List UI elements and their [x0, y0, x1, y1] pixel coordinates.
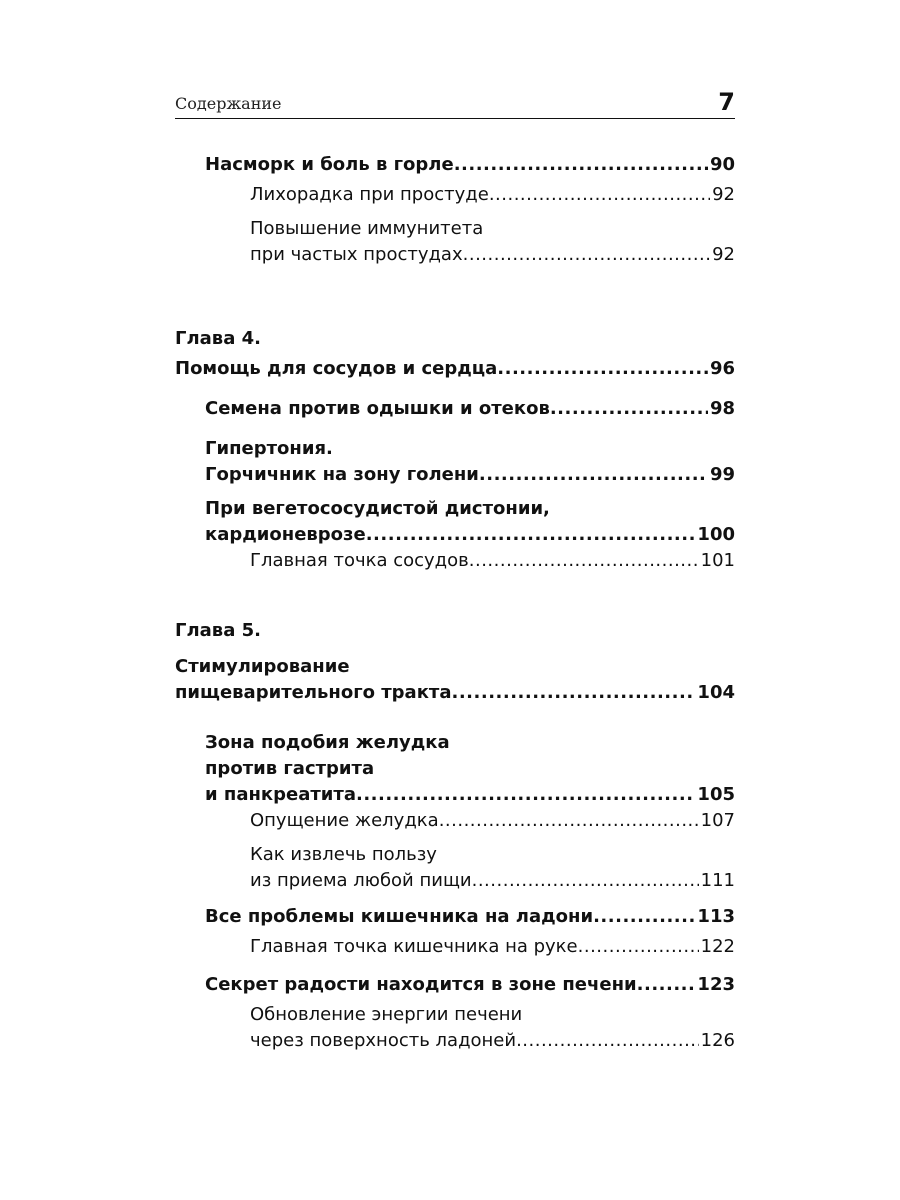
- toc-subentry[interactable]: [250, 808, 735, 834]
- toc-subentry[interactable]: [250, 216, 735, 268]
- toc-entry-title-line1: При вегетососудистой дистонии,: [205, 498, 550, 519]
- toc-entry-title-line1: Повышение иммунитета: [250, 218, 484, 239]
- chapter-heading: Глава 4.: [175, 328, 261, 349]
- toc-entry-page: 92: [712, 244, 735, 265]
- toc-entry-title: Секрет радости находится в зоне печени: [205, 974, 637, 995]
- toc-entry-title-line2: из приема любой пищи: [250, 870, 472, 891]
- toc-entry-title: Лихорадка при простуде: [250, 184, 489, 205]
- toc-entry-title-line2: против гастрита: [205, 758, 375, 779]
- toc-entry-title: Опущение желудка: [250, 810, 439, 831]
- leader-dots: [469, 548, 699, 574]
- toc-entry-title-line3: и панкреатита: [205, 784, 356, 805]
- toc-entry-page: 99: [709, 464, 735, 485]
- toc-subentry[interactable]: [250, 842, 735, 894]
- leader-dots: [479, 462, 708, 488]
- toc-entry[interactable]: [205, 730, 735, 808]
- toc-entry-page: 111: [700, 870, 735, 891]
- toc-chapter-entry[interactable]: [175, 654, 735, 706]
- toc-entry[interactable]: [205, 396, 735, 422]
- toc-entry-title-line2: через поверхность ладоней: [250, 1030, 517, 1051]
- toc-entry-title-line2: пищеварительного тракта: [175, 682, 452, 703]
- toc-subentry[interactable]: [250, 548, 735, 574]
- toc-subentry[interactable]: [250, 182, 735, 208]
- toc-entry-title: Насморк и боль в горле: [205, 154, 454, 175]
- toc-entry-title-line2: кардионеврозе: [205, 524, 366, 545]
- toc-entry-title-line1: Гипертония.: [205, 438, 333, 459]
- leader-dots: [489, 182, 710, 208]
- toc-entry-title-line1: Зона подобия желудка: [205, 732, 450, 753]
- leader-dots: [593, 904, 695, 930]
- toc-entry-page: 122: [700, 936, 735, 957]
- leader-dots: [637, 972, 696, 998]
- toc-subentry[interactable]: [250, 934, 735, 960]
- toc-entry-page: 126: [700, 1030, 735, 1051]
- leader-dots: [463, 242, 710, 268]
- toc-entry-title-line2: Горчичник на зону голени: [205, 464, 479, 485]
- toc-chapter-entry[interactable]: [175, 356, 735, 382]
- toc-entry[interactable]: [205, 152, 735, 178]
- toc-entry-page: 113: [697, 906, 735, 927]
- toc-entry-title-line2: при частых простудах: [250, 244, 463, 265]
- toc-entry-page: 123: [697, 974, 735, 995]
- leader-dots: [439, 808, 699, 834]
- toc-entry-title: Главная точка сосудов: [250, 550, 469, 571]
- toc-entry-title: Семена против одышки и отеков: [205, 398, 550, 419]
- leader-dots: [454, 152, 708, 178]
- toc-entry-page: 107: [700, 810, 735, 831]
- page-header: [175, 88, 735, 119]
- leader-dots: [497, 356, 708, 382]
- toc-entry[interactable]: [205, 904, 735, 930]
- toc-entry-title-line1: Как извлечь пользу: [250, 844, 437, 865]
- toc-entry-title-line1: Стимулирование: [175, 656, 350, 677]
- toc-entry-title: Главная точка кишечника на руке: [250, 936, 578, 957]
- toc-entry-title-line1: Обновление энергии печени: [250, 1004, 523, 1025]
- leader-dots: [472, 868, 699, 894]
- toc-entry-page: 92: [712, 184, 735, 205]
- toc-entry-page: 104: [697, 682, 735, 703]
- page-number: 7: [718, 88, 735, 116]
- leader-dots: [452, 680, 696, 706]
- chapter-heading: Глава 5.: [175, 620, 261, 641]
- leader-dots: [578, 934, 699, 960]
- toc-entry-page: 90: [709, 154, 735, 175]
- toc-subentry[interactable]: [250, 1002, 735, 1054]
- toc-entry-page: 105: [697, 784, 735, 805]
- toc-entry-page: 96: [709, 358, 735, 379]
- toc-entry-page: 100: [697, 524, 735, 545]
- toc-entry-title: Все проблемы кишечника на ладони: [205, 906, 594, 927]
- leader-dots: [366, 522, 696, 548]
- leader-dots: [550, 396, 708, 422]
- toc-entry[interactable]: [205, 496, 735, 548]
- leader-dots: [356, 782, 695, 808]
- toc-entry-page: 101: [700, 550, 735, 571]
- toc-entry-title: Помощь для сосудов и сердца: [175, 358, 498, 379]
- leader-dots: [516, 1028, 699, 1054]
- toc-entry[interactable]: [205, 972, 735, 998]
- toc-entry-page: 98: [709, 398, 735, 419]
- toc-entry[interactable]: [205, 436, 735, 488]
- running-title: Содержание: [175, 94, 282, 113]
